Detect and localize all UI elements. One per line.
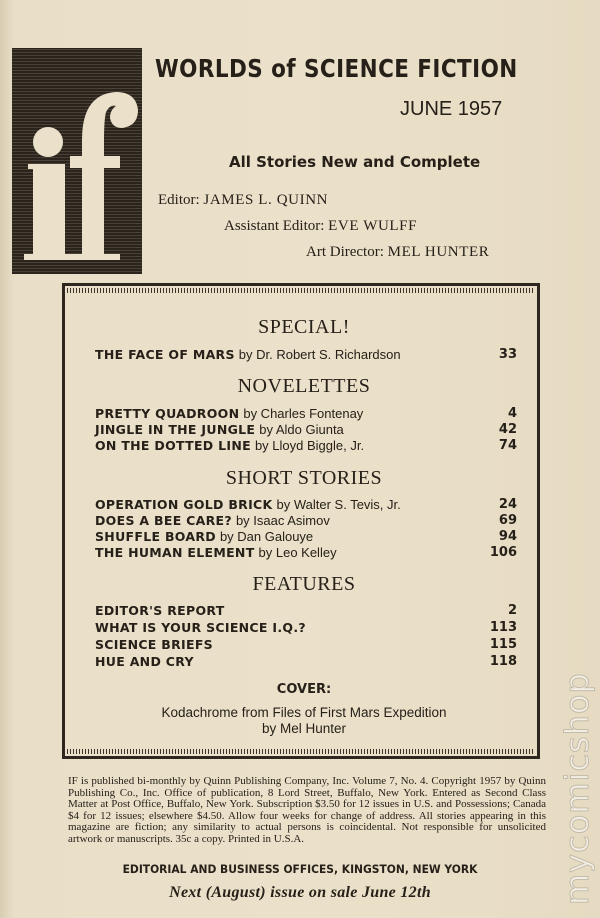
page-number: 94 — [498, 529, 517, 544]
toc-entry — [95, 620, 523, 638]
if-logo — [12, 48, 142, 274]
feature-title: SCIENCE BRIEFS — [95, 637, 213, 652]
feature-title: WHAT IS YOUR SCIENCE I.Q.? — [95, 620, 306, 635]
page-number: 118 — [489, 654, 517, 669]
art-director-name: MEL HUNTER — [387, 244, 490, 260]
story-title: SHUFFLE BOARD — [95, 529, 216, 544]
story-title: ON THE DOTTED LINE — [95, 438, 251, 453]
page-number: 33 — [498, 347, 517, 362]
story-author: by Isaac Asimov — [235, 513, 330, 528]
art-director-credit — [306, 244, 489, 261]
story-author: by Dr. Robert S. Richardson — [238, 347, 401, 362]
watermark: mycomicshop — [558, 672, 596, 905]
page-number: 113 — [489, 620, 517, 635]
editor-label: Editor: — [158, 192, 200, 208]
editor-credit — [158, 192, 328, 209]
page-number: 42 — [498, 422, 517, 437]
story-title: JINGLE IN THE JUNGLE — [95, 422, 256, 437]
toc-entry — [95, 654, 523, 672]
page-number: 69 — [498, 513, 517, 528]
assistant-editor-credit — [224, 218, 417, 235]
tagline: All Stories New and Complete — [229, 153, 481, 171]
art-director-label: Art Director: — [306, 244, 384, 260]
page-number: 2 — [507, 603, 517, 618]
cover-heading: COVER: — [276, 682, 332, 697]
toc-entry — [95, 545, 523, 563]
page-number: 24 — [498, 497, 517, 512]
page-number: 4 — [507, 406, 517, 421]
feature-title: EDITOR'S REPORT — [95, 603, 225, 618]
magazine-title: WORLDS of SCIENCE FICTION — [155, 54, 518, 83]
issue-date: JUNE 1957 — [400, 98, 503, 120]
story-author: by Lloyd Biggle, Jr. — [254, 438, 365, 453]
section-heading-special: SPECIAL! — [258, 316, 350, 338]
assistant-editor-name: EVE WULFF — [328, 218, 418, 234]
story-title: THE HUMAN ELEMENT — [95, 545, 255, 560]
toc-entry — [95, 603, 523, 621]
toc-entry — [95, 347, 523, 365]
assistant-editor-label: Assistant Editor: — [224, 218, 325, 234]
section-heading-features: FEATURES — [252, 573, 356, 595]
next-issue-notice: Next (August) issue on sale June 12th — [169, 884, 431, 901]
section-heading-novelettes: NOVELETTES — [237, 375, 371, 397]
feature-title: HUE AND CRY — [95, 654, 194, 669]
story-author: by Walter S. Tevis, Jr. — [276, 497, 401, 512]
cover-description: Kodachrome from Files of First Mars Expedition — [161, 705, 447, 720]
section-heading-short-stories: SHORT STORIES — [225, 467, 383, 489]
story-author: by Dan Galouye — [219, 529, 314, 544]
toc-entry — [95, 637, 523, 655]
cover-artist: by Mel Hunter — [261, 721, 347, 736]
story-title: THE FACE OF MARS — [95, 347, 235, 362]
story-author: by Leo Kelley — [258, 545, 337, 560]
story-title: DOES A BEE CARE? — [95, 513, 232, 528]
page-number: 74 — [498, 438, 517, 453]
toc-entry — [95, 438, 523, 456]
table-of-contents — [62, 283, 540, 759]
editorial-offices: EDITORIAL AND BUSINESS OFFICES, KINGSTON, NEW YORK — [122, 862, 478, 876]
page-number: 115 — [489, 637, 517, 652]
editor-name: JAMES L. QUINN — [203, 192, 329, 208]
story-title: PRETTY QUADROON — [95, 406, 240, 421]
story-author: by Charles Fontenay — [243, 406, 364, 421]
page-number: 106 — [489, 545, 517, 560]
publication-fine-print: IF is published bi-monthly by Quinn Publishing Company, Inc. Volume 7, No. 4. Copyright 1957 by Quinn Publishing Co., Inc. Office of publication, 8 Lord Street, Buffalo, New York. Entered as Second Class Matter at Post Office, Buffalo, New York. Subscription $3.50 for 12 issues in U.S. and Possessions; Canada $4 for 12 issues; elsewhere $4.50. Allow four weeks for change of address. All stories appearing in this magazine are fiction; any similarity to actual persons is coincidental. Not responsible for unsolicited artwork or manuscripts. 35c a copy. Printed in U.S.A. — [68, 775, 546, 845]
story-title: OPERATION GOLD BRICK — [95, 497, 273, 512]
story-author: by Aldo Giunta — [259, 422, 344, 437]
